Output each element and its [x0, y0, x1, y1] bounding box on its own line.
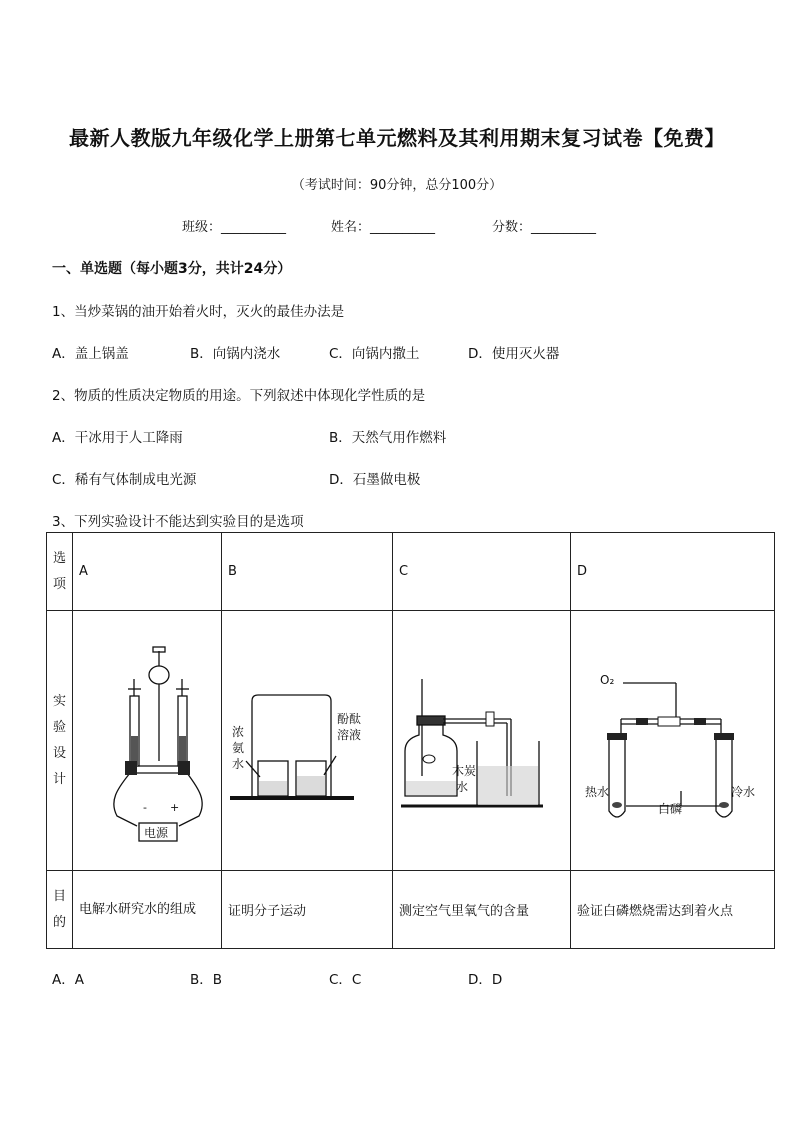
q2-option-a[interactable]: A．干冰用于人工降雨	[52, 430, 183, 446]
white-phosphorus-label: 白磷	[658, 802, 683, 816]
water-label: 水	[456, 780, 469, 794]
col-d-label: D	[571, 533, 775, 611]
ignition-point-diagram	[571, 611, 774, 866]
question-2-stem: 2、物质的性质决定物质的用途。下列叙述中体现化学性质的是	[52, 388, 426, 404]
phenolphthalein-label-2: 溶液	[337, 728, 362, 742]
header-char: 设	[53, 745, 67, 761]
header-char: 目	[53, 888, 67, 904]
q1-option-b[interactable]: B．向锅内浇水	[190, 346, 281, 362]
experiment-table	[46, 532, 775, 949]
q3-option-d[interactable]: D．D	[468, 972, 503, 988]
hot-water-label: 热水	[585, 785, 610, 799]
q2-option-c[interactable]: C．稀有气体制成电光源	[52, 472, 197, 488]
cold-water-label: 冷水	[731, 785, 756, 799]
purpose-b: 证明分子运动	[222, 871, 393, 949]
minus-label: -	[143, 801, 147, 814]
row-header-option	[47, 533, 73, 611]
power-source-label: 电源	[144, 826, 169, 840]
header-char: 选	[53, 550, 67, 566]
purpose-d: 验证白磷燃烧需达到着火点	[571, 871, 775, 949]
header-char: 实	[53, 693, 67, 709]
header-char: 计	[53, 771, 67, 787]
q1-option-c[interactable]: C．向锅内撒土	[329, 346, 420, 362]
q1-option-a[interactable]: A．盖上锅盖	[52, 346, 129, 362]
table-row-options	[47, 533, 775, 611]
ammonia-label-1: 浓	[232, 725, 245, 739]
header-char: 验	[53, 719, 67, 735]
purpose-a: 电解水研究水的组成	[73, 871, 222, 949]
row-header-design	[47, 611, 73, 871]
question-1-stem: 1、当炒菜锅的油开始着火时，灭火的最佳办法是	[52, 304, 345, 320]
exam-subtitle: （考试时间：90分钟，总分100分）	[291, 178, 503, 193]
purpose-c: 测定空气里氧气的含量	[393, 871, 571, 949]
diagram-a-cell	[73, 611, 222, 871]
col-c-label: C	[393, 533, 571, 611]
q2-option-b[interactable]: B．天然气用作燃料	[329, 430, 447, 446]
oxygen-content-diagram	[393, 611, 570, 866]
q2-option-d[interactable]: D．石墨做电极	[329, 472, 421, 488]
header-char: 项	[53, 576, 67, 592]
section-heading: 一、单选题（每小题3分，共计24分）	[52, 261, 292, 277]
header-char: 的	[53, 914, 67, 930]
diagram-c-cell	[393, 611, 571, 871]
oxygen-label: O₂	[600, 673, 615, 687]
charcoal-label: 木炭	[452, 764, 477, 778]
name-field[interactable]: 姓名：__________	[331, 220, 436, 235]
molecule-motion-diagram	[222, 611, 392, 866]
row-header-purpose	[47, 871, 73, 949]
col-b-label: B	[222, 533, 393, 611]
ammonia-label-2: 氨	[232, 741, 245, 755]
q3-option-a[interactable]: A．A	[52, 972, 84, 988]
q3-option-c[interactable]: C．C	[329, 972, 362, 988]
q3-option-b[interactable]: B．B	[190, 972, 223, 988]
q1-option-d[interactable]: D．使用灭火器	[468, 346, 560, 362]
plus-label: +	[170, 801, 180, 814]
table-row-designs	[47, 611, 775, 871]
table-row-purposes	[47, 871, 775, 949]
col-a-label: A	[73, 533, 222, 611]
question-3-stem: 3、下列实验设计不能达到实验目的是选项	[52, 514, 304, 530]
ammonia-label-3: 水	[232, 757, 245, 771]
diagram-b-cell	[222, 611, 393, 871]
diagram-d-cell	[571, 611, 775, 871]
page-title: 最新人教版九年级化学上册第七单元燃料及其利用期末复习试卷【免费】	[69, 126, 725, 150]
score-field[interactable]: 分数：__________	[492, 220, 597, 235]
electrolysis-diagram	[73, 611, 221, 866]
class-field[interactable]: 班级：__________	[182, 220, 287, 235]
phenolphthalein-label-1: 酚酞	[337, 712, 362, 726]
